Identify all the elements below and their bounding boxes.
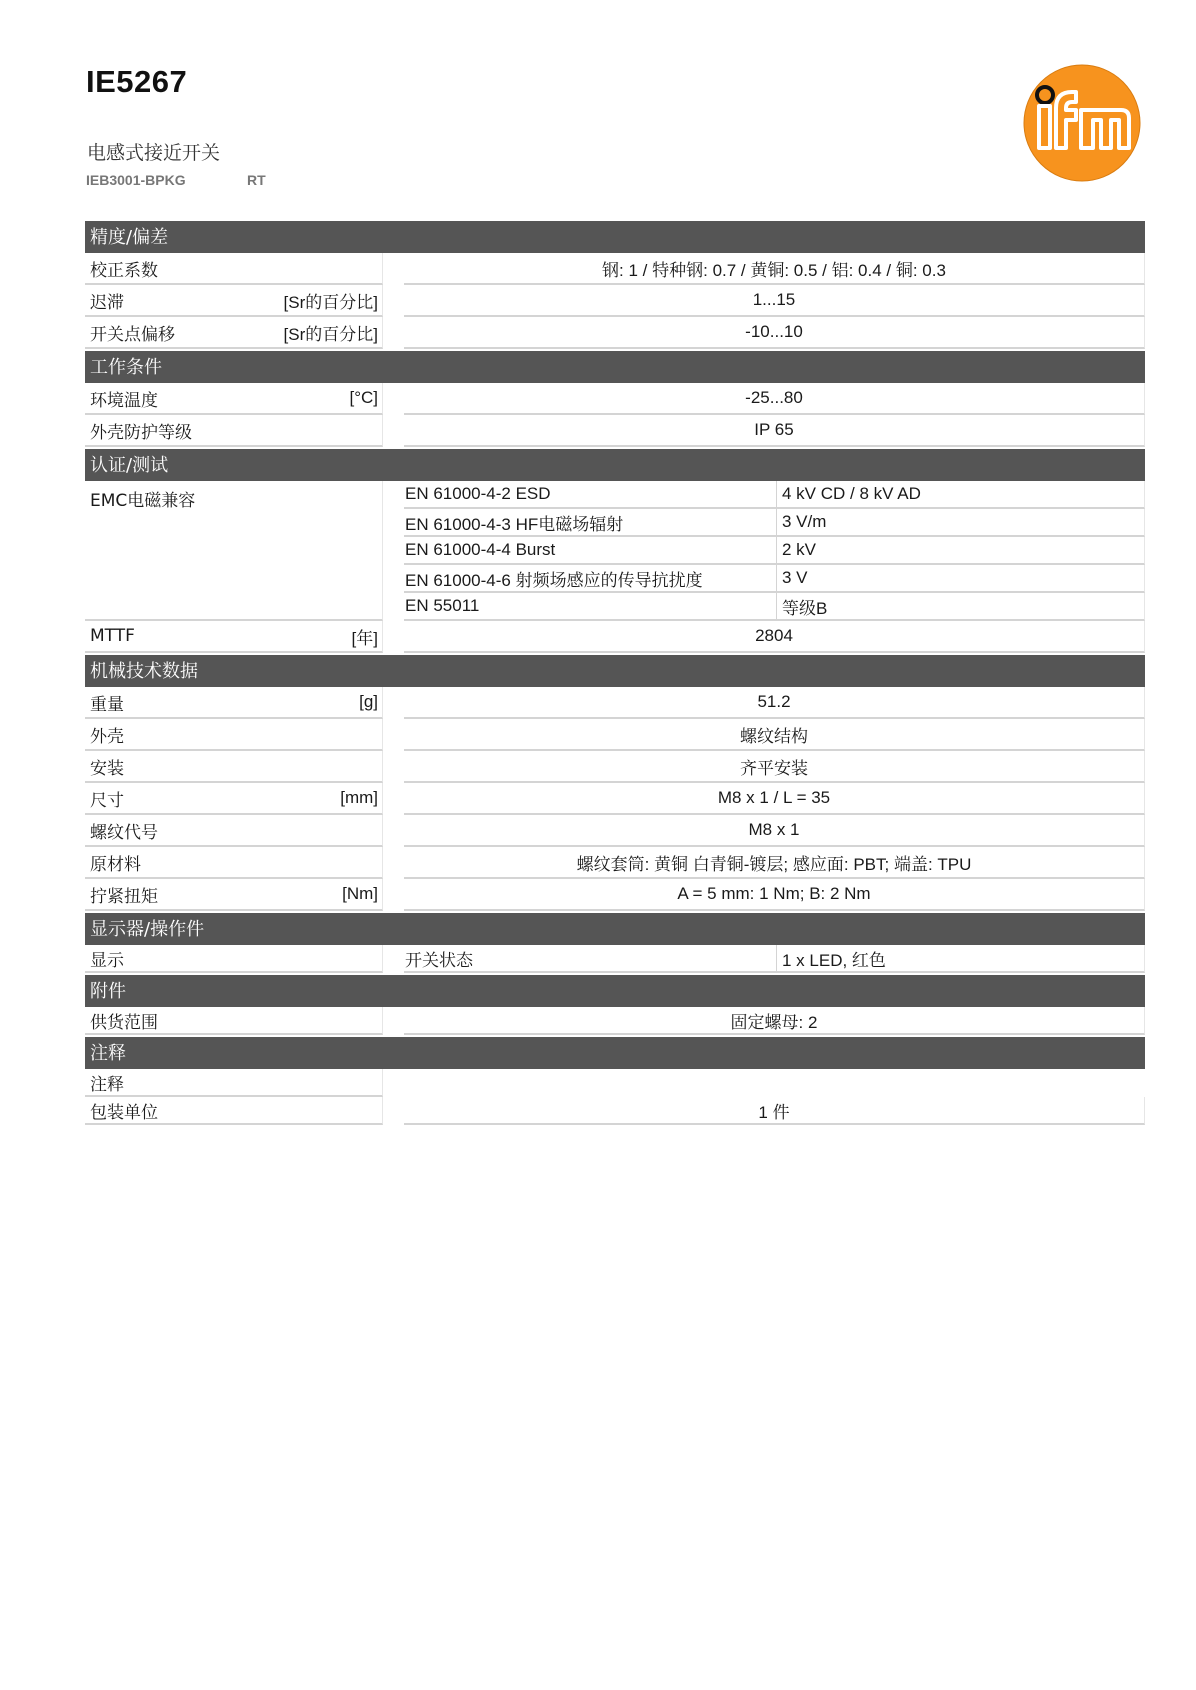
emc-list — [404, 481, 1145, 621]
section-remarks: 注释 — [85, 1037, 1145, 1069]
emc-test: EN 55011 — [404, 593, 777, 621]
list-item — [404, 509, 1145, 537]
row-label: 安装 — [90, 758, 124, 779]
row-value: A = 5 mm: 1 Nm; B: 2 Nm — [404, 879, 1145, 911]
section-accuracy: 精度/偏差 — [85, 221, 1145, 253]
emc-test: EN 61000-4-4 Burst — [404, 537, 777, 565]
row-value: 2804 — [404, 621, 1145, 653]
row-value: 螺纹结构 — [404, 719, 1145, 751]
row-value: 固定螺母: 2 — [404, 1007, 1145, 1035]
section-accessories: 附件 — [85, 975, 1145, 1007]
section-display: 显示器/操作件 — [85, 913, 1145, 945]
row-value: 齐平安装 — [404, 751, 1145, 783]
table-row — [85, 879, 1145, 911]
table-row — [85, 687, 1145, 719]
row-label: 外壳 — [90, 726, 124, 747]
row-value: IP 65 — [404, 415, 1145, 447]
table-row — [85, 621, 1145, 653]
table-row — [85, 383, 1145, 415]
row-value: -25...80 — [404, 383, 1145, 415]
product-title: IE5267 — [86, 64, 188, 99]
row-label: 注释 — [90, 1074, 124, 1095]
row-value — [404, 1069, 1145, 1097]
row-label: 拧紧扭矩 — [90, 886, 158, 907]
emc-test: EN 61000-4-6 射频场感应的传导抗扰度 — [404, 565, 777, 593]
table-row — [85, 751, 1145, 783]
table-row — [85, 415, 1145, 447]
row-label: 螺纹代号 — [90, 822, 158, 843]
row-value: -10...10 — [404, 317, 1145, 349]
table-row — [85, 783, 1145, 815]
display-key: 开关状态 — [404, 945, 777, 973]
table-row — [85, 815, 1145, 847]
row-value: M8 x 1 — [404, 815, 1145, 847]
row-value: 螺纹套筒: 黄铜 白青铜-镀层; 感应面: PBT; 端盖: TPU — [404, 847, 1145, 879]
row-unit: [Nm] — [342, 884, 378, 903]
row-unit: [Sr的百分比] — [283, 292, 378, 312]
row-value: 51.2 — [404, 687, 1145, 719]
row-label: 原材料 — [90, 854, 141, 875]
display-value: 1 x LED, 红色 — [777, 945, 1145, 973]
table-row — [85, 1007, 1145, 1035]
row-unit: [mm] — [340, 788, 378, 807]
section-operating-conditions: 工作条件 — [85, 351, 1145, 383]
row-unit: [年] — [351, 628, 378, 648]
row-value: M8 x 1 / L = 35 — [404, 783, 1145, 815]
row-value: 钢: 1 / 特种钢: 0.7 / 黄铜: 0.5 / 铝: 0.4 / 铜: 0.3 — [404, 253, 1145, 285]
emc-value: 3 V/m — [777, 509, 1145, 537]
table-row — [85, 285, 1145, 317]
emc-value: 等级B — [777, 593, 1145, 621]
emc-test: EN 61000-4-2 ESD — [404, 481, 777, 509]
article-code: IEB3001-BPKG — [86, 172, 186, 188]
ifm-logo — [1023, 64, 1141, 182]
list-item — [404, 593, 1145, 621]
row-label: 尺寸 — [90, 790, 124, 811]
row-label: MTTF — [90, 626, 135, 646]
emc-value: 3 V — [777, 565, 1145, 593]
table-row — [85, 719, 1145, 751]
emc-value: 2 kV — [777, 537, 1145, 565]
table-row — [85, 253, 1145, 285]
emc-value: 4 kV CD / 8 kV AD — [777, 481, 1145, 509]
row-label: 显示 — [90, 950, 124, 971]
row-label: 环境温度 — [90, 390, 158, 411]
row-value: 1 件 — [404, 1097, 1145, 1125]
emc-test: EN 61000-4-3 HF电磁场辐射 — [404, 509, 777, 537]
table-row — [85, 847, 1145, 879]
table-row — [85, 317, 1145, 349]
row-value: 1...15 — [404, 285, 1145, 317]
row-label: 迟滞 — [90, 292, 124, 313]
list-item — [404, 537, 1145, 565]
emc-block — [85, 481, 1145, 621]
row-label: 重量 — [90, 694, 124, 715]
row-label: EMC电磁兼容 — [90, 491, 196, 511]
row-unit: [Sr的百分比] — [283, 324, 378, 344]
row-unit: [g] — [359, 692, 378, 711]
table-row — [85, 1097, 1145, 1125]
row-label: 供货范围 — [90, 1012, 158, 1033]
row-label: 校正系数 — [90, 260, 158, 281]
article-suffix: RT — [247, 172, 266, 188]
row-label: 包装单位 — [90, 1102, 158, 1123]
section-mechanical-data: 机械技术数据 — [85, 655, 1145, 687]
table-row — [85, 945, 1145, 973]
section-approvals: 认证/测试 — [85, 449, 1145, 481]
row-label: 开关点偏移 — [90, 324, 175, 345]
product-subtitle: 电感式接近开关 — [87, 142, 221, 164]
table-row — [85, 1069, 1145, 1097]
row-unit: [°C] — [349, 388, 378, 407]
list-item — [404, 565, 1145, 593]
list-item — [404, 481, 1145, 509]
row-label: 外壳防护等级 — [90, 422, 192, 443]
datasheet — [85, 219, 1145, 1125]
